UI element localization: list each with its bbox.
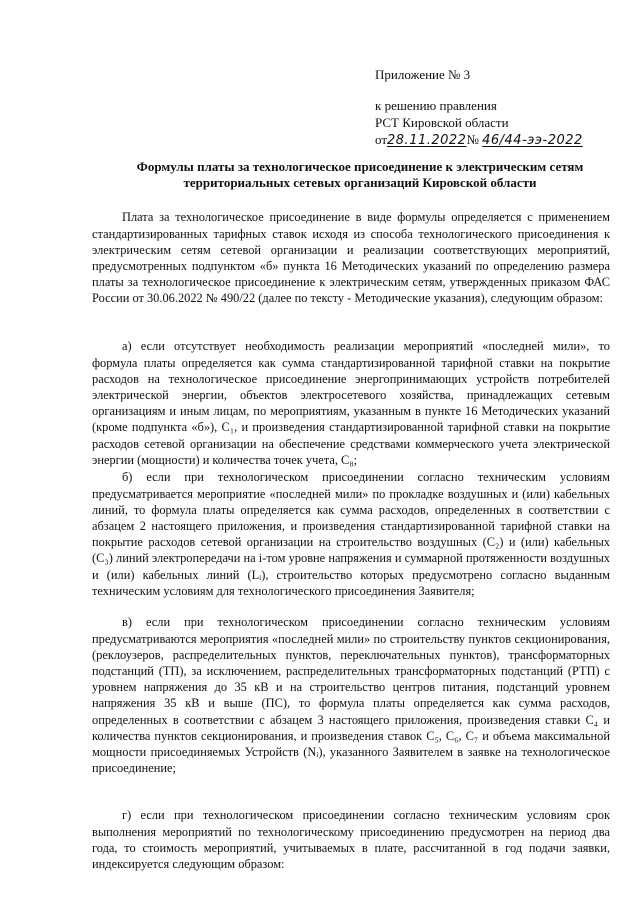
appendix-number: Приложение № 3 <box>375 67 471 82</box>
handwritten-date: 28.11.2022 <box>387 133 467 148</box>
decision-block <box>375 97 615 149</box>
paragraph-a: а) если отсутствует необходимость реализации мероприятий «последней мили», то формула платы определяется как сумма стандартизированной тарифной ставки на покрытие расходов на технологическое присоединение энергопринимающих устройств потребителей электрической энергии, объектов электросетевого хозяйства, принадлежащих сетевым организациям и иным лицам, по мероприятиям, указанным в пункте 16 Методических указаний (кроме подпункта «б»), C₁, и произведения стандартизированной тарифной ставки на покрытие расходов сетевой организации на обеспечение средствами коммерческого учета электрической энергии (мощности) и количества точек учета, C₈; <box>92 339 610 467</box>
paragraph-b: б) если при технологическом присоединении согласно техническим условиям предусматривается мероприятие «последней мили» по прокладке воздушных и (или) кабельных линий, то формула платы определяется как сумма расходов, определенных в соответствии с абзацем 2 настоящего приложения, и произведения стандартизированной тарифной ставки на покрытие расходов сетевой организации на строительство воздушных (C₂) и (или) кабельных (C₃) линий электропередачи на i-том уровне напряжения и суммарной протяженности воздушных и (или) кабельных линий (Lᵢ), строительство которых предусмотрено согласно выданным техническим условиям для технологического присоединения Заявителя; <box>92 470 610 598</box>
paragraph-v: в) если при технологическом присоединении согласно техническим условиям предусматриваются мероприятия «последней мили» по строительству пунктов секционирования, (реклоузеров, распределительных пунктов, переключательных пунктов), трансформаторных подстанций (ТП), за исключением, распределительных трансформаторных подстанций (РТП) с уровнем напряжения до 35 кВ и на строительство центров питания, подстанций уровнем напряжения 35 кВ и выше (ПС), то формула платы определяется как сумма расходов, определенных в соответствии с абзацем 3 настоящего приложения, произведения ставки C₄ и количества пунктов секционирования, и произведения ставок C₅, C₆, C₇ и объема максимальной мощности присоединяемых Устройств (Nᵢ), указанного Заявителем в заявке на технологическое присоединение; <box>92 615 610 776</box>
paragraph-g: г) если при технологическом присоединении согласно техническим условиям срок выполнения мероприятий по технологическому присоединению предусмотрен на период два года, то стоимость мероприятий, учитываемых в плате, рассчитанной в год подачи заявки, индексируется следующим образом: <box>92 808 610 871</box>
handwritten-number: 46/44-ээ-2022 <box>482 133 583 148</box>
document-title <box>120 159 600 191</box>
decision-line-2: РСТ Кировской области <box>375 115 509 130</box>
decision-date-line <box>375 131 615 149</box>
decision-line-1: к решению правления <box>375 98 497 113</box>
title-line-1: Формулы платы за технологическое присоединение к электрическим сетям <box>136 159 584 174</box>
date-prefix: от <box>375 132 388 147</box>
paragraph-intro: Плата за технологическое присоединение в виде формулы определяется с применением стандартизированных тарифных ставок исходя из способа технологического присоединения к электрическим сетям сетевой организации и реализации соответствующих мероприятий, предусмотренных подпунктом «б» пункта 16 Методических указаний по определению размера платы за технологическое присоединение к электрическим сетям, утвержденных приказом ФАС России от 30.06.2022 № 490/22 (далее по тексту - Методические указания), следующим образом: <box>92 210 610 306</box>
number-prefix: № <box>466 132 479 147</box>
title-line-2: территориальных сетевых организаций Кировской области <box>183 175 537 190</box>
